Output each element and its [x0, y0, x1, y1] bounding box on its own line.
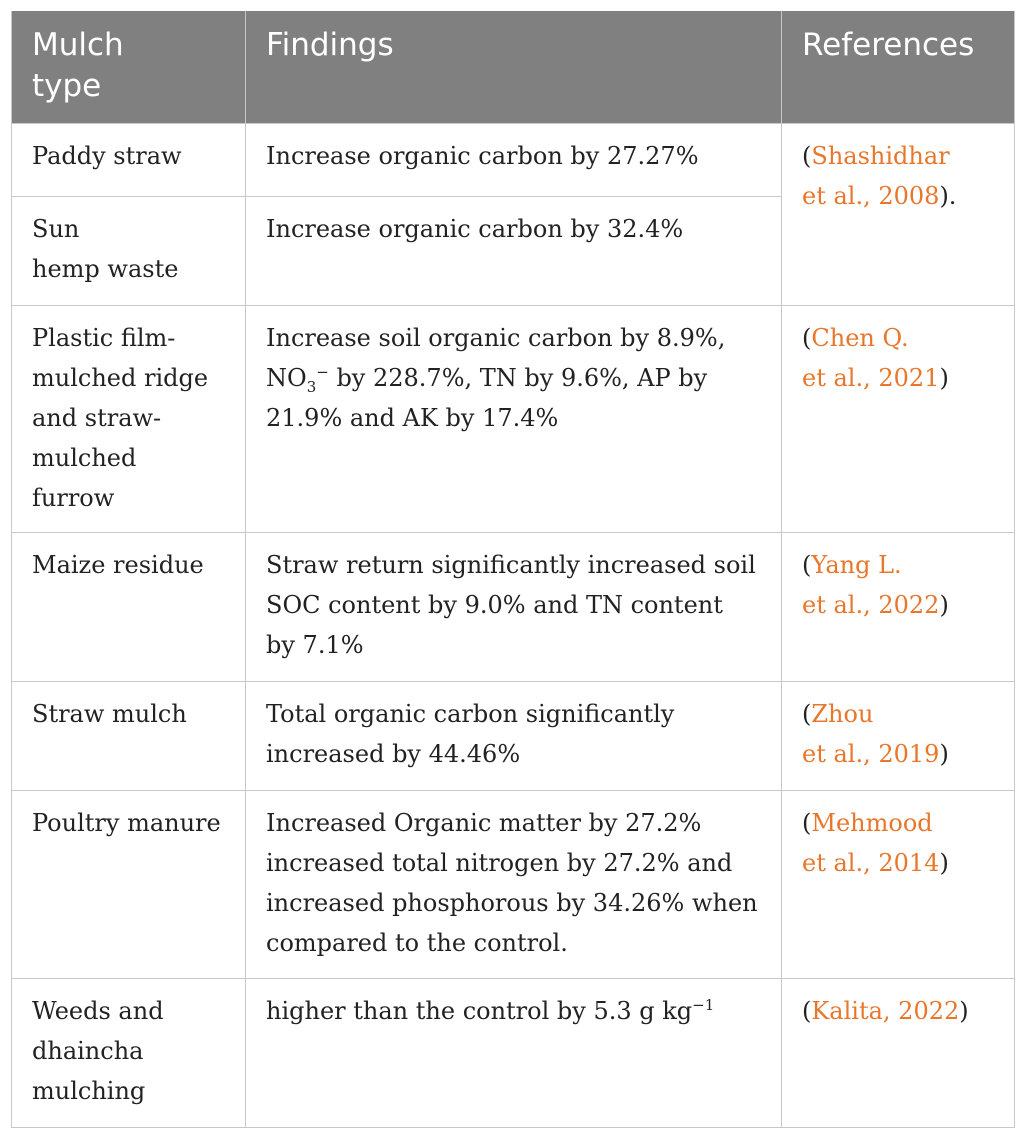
- table-row: [12, 306, 1015, 533]
- header-findings: Findings: [246, 11, 782, 124]
- cell-reference: (Mehmood et al., 2014): [782, 791, 1015, 979]
- cell-reference: (Kalita, 2022): [782, 979, 1015, 1128]
- cell-findings: Increase organic carbon by 27.27%: [246, 124, 782, 197]
- cell-mulch-type: Paddy straw: [12, 124, 246, 197]
- table-row: [12, 979, 1015, 1128]
- table-wrapper: [11, 11, 1015, 1128]
- cell-reference: (Shashidhar et al., 2008).: [782, 124, 1015, 306]
- cell-findings: Total organic carbon significantly increased by 44.46%: [246, 682, 782, 791]
- reference-link[interactable]: Shashidhar: [811, 142, 950, 170]
- cell-findings: higher than the control by 5.3 g $kg^{-1}$: [246, 979, 782, 1128]
- cell-mulch-type: Straw mulch: [12, 682, 246, 791]
- cell-reference: (Chen Q. et al., 2021): [782, 306, 1015, 533]
- reference-link[interactable]: et al., 2008: [802, 182, 940, 210]
- reference-link[interactable]: et al., 2019: [802, 740, 940, 768]
- table-row: [12, 682, 1015, 791]
- header-mulch-type: Mulch type: [12, 11, 246, 124]
- reference-link[interactable]: Zhou: [811, 700, 874, 728]
- cell-findings: Straw return significantly increased soil SOC content by 9.0% and TN content by 7.1%: [246, 533, 782, 682]
- cell-mulch-type: Sun hemp waste: [12, 197, 246, 306]
- cell-findings: Increase organic carbon by 32.4%: [246, 197, 782, 306]
- cell-findings: Increase soil organic carbon by 8.9%, $NO_3^-$ by 228.7%, TN by 9.6%, AP by 21.9% and AK by 17.4%: [246, 306, 782, 533]
- reference-link[interactable]: Kalita, 2022: [811, 997, 960, 1025]
- cell-mulch-type: Weeds and dhaincha mulching: [12, 979, 246, 1128]
- reference-link[interactable]: et al., 2022: [802, 591, 940, 619]
- cell-findings: Increased Organic matter by 27.2% increased total nitrogen by 27.2% and increased phosphorous by 34.26% when compared to the control.: [246, 791, 782, 979]
- reference-link[interactable]: Mehmood: [811, 809, 933, 837]
- cell-reference: (Yang L. et al., 2022): [782, 533, 1015, 682]
- table-row: [12, 533, 1015, 682]
- cell-reference: (Zhou et al., 2019): [782, 682, 1015, 791]
- reference-link[interactable]: et al., 2021: [802, 364, 940, 392]
- table-row: [12, 124, 1015, 197]
- header-row: [12, 11, 1015, 124]
- table-row: [12, 791, 1015, 979]
- mulch-findings-table: [11, 11, 1015, 1128]
- cell-mulch-type: Maize residue: [12, 533, 246, 682]
- reference-link[interactable]: et al., 2014: [802, 849, 940, 877]
- reference-link[interactable]: Yang L.: [811, 551, 902, 579]
- cell-mulch-type: Poultry manure: [12, 791, 246, 979]
- cell-mulch-type: Plastic film- mulched ridge and straw- mulched furrow: [12, 306, 246, 533]
- reference-link[interactable]: Chen Q.: [811, 324, 909, 352]
- header-references: References: [782, 11, 1015, 124]
